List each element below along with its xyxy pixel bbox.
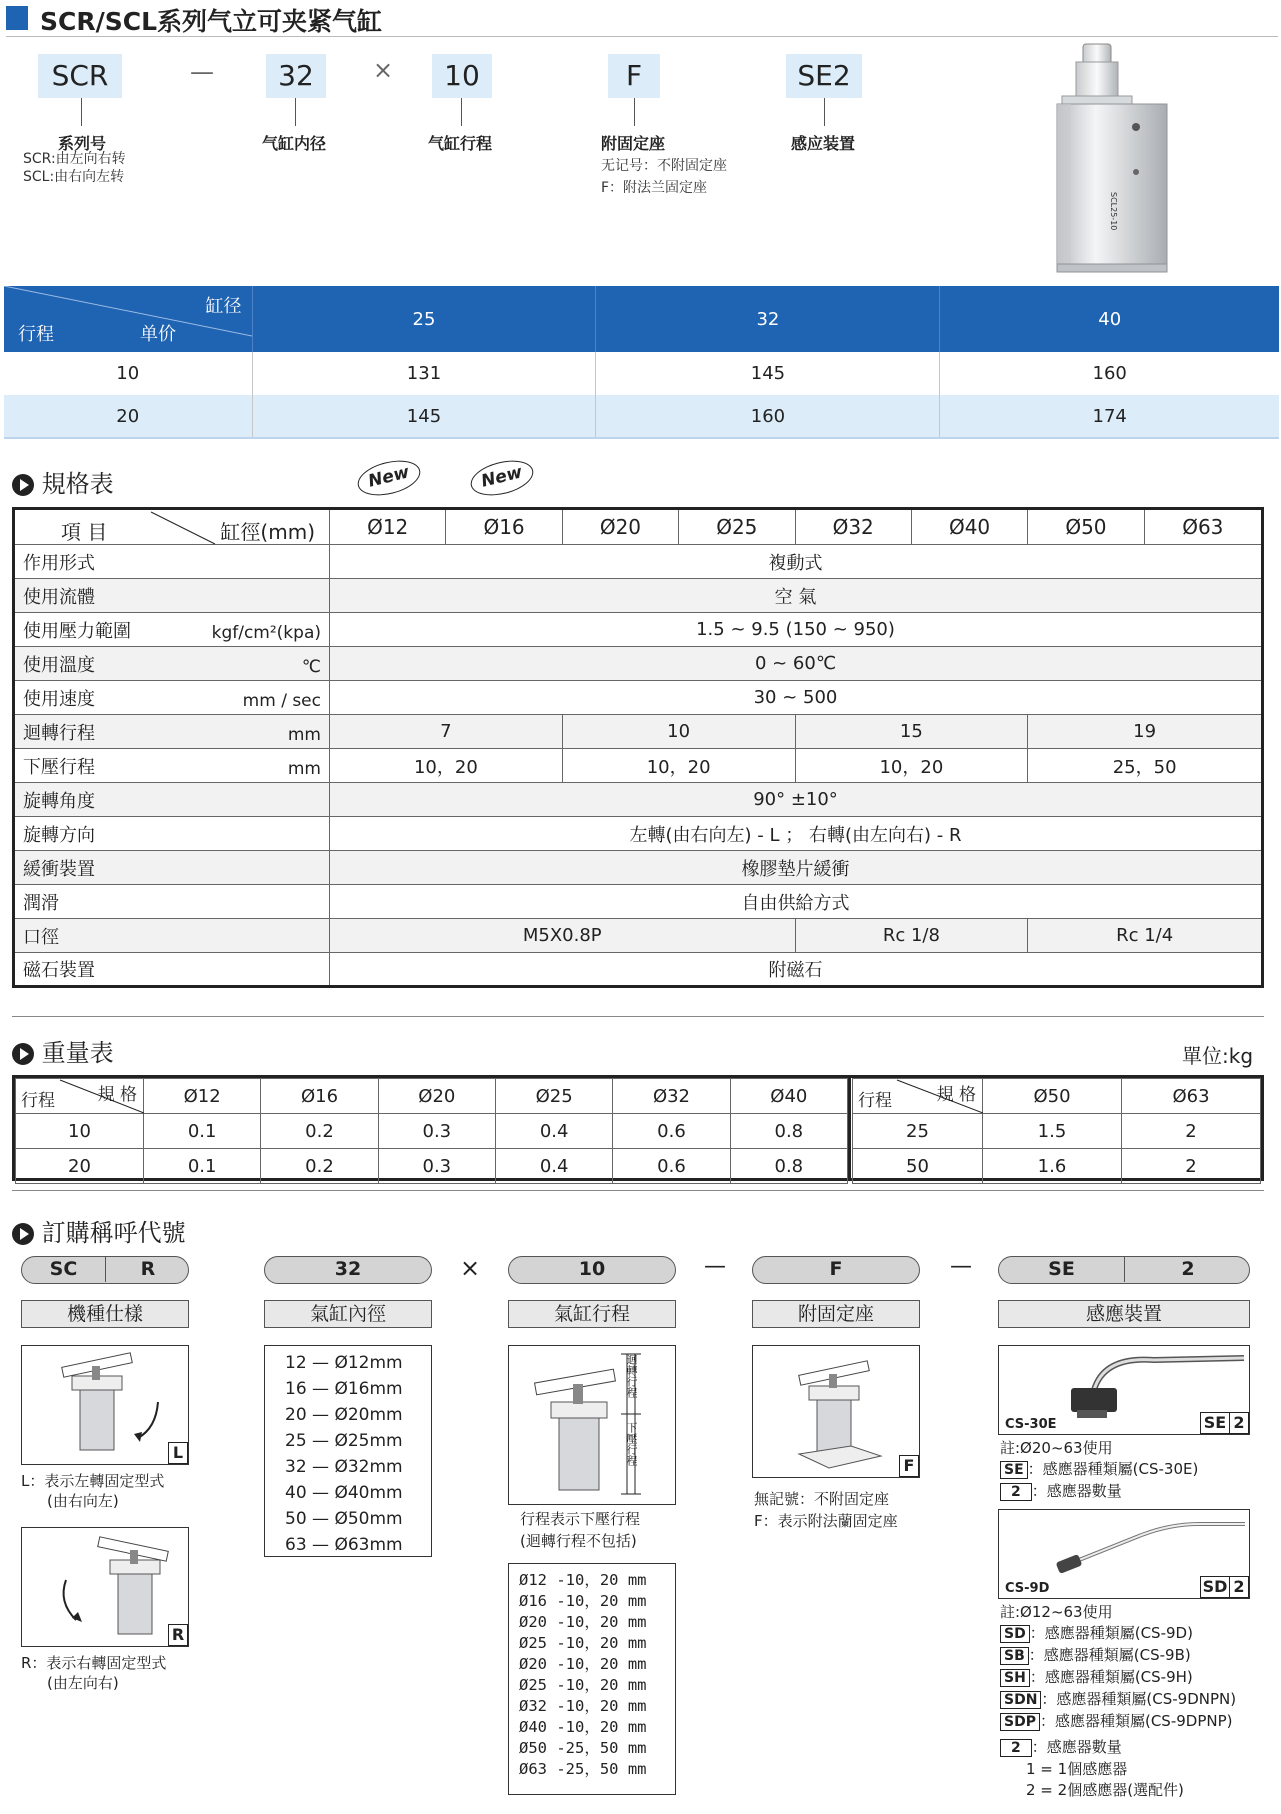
- image-sensor-9d: [998, 1509, 1250, 1599]
- table-row: 下壓行程 mm 10，20 10，20 10，20 25，50: [14, 749, 1263, 783]
- price-col: 25: [252, 286, 596, 352]
- title-marker: [6, 6, 28, 30]
- list-item: Ø25 -10，20 mm: [519, 1634, 647, 1652]
- series-notes: SCR:由左向右转 SCL:由右向左转: [23, 151, 126, 185]
- order-section-title: 訂購稱呼代號: [12, 1213, 186, 1248]
- page-title: SCR/SCL系列气立可夹紧气缸: [40, 7, 383, 36]
- label-bore: 气缸内径: [262, 134, 327, 153]
- code-times: ×: [373, 56, 394, 84]
- stroke-side1: 迴轉行程: [625, 1354, 638, 1398]
- table-row: 規 格 行程 Ø12 Ø16 Ø20 Ø25 Ø32 Ø40: [16, 1079, 848, 1114]
- code-bore: 32: [266, 54, 326, 98]
- cylinder-image: [1047, 42, 1174, 280]
- tag-sd-qty: 2: [1229, 1576, 1249, 1598]
- l-note: L：表示左轉固定型式 (由右向左): [21, 1472, 165, 1510]
- bore-list: [264, 1345, 432, 1557]
- sensor-9d-notes: 註:Ø12~63使用 SD ：感應器種類屬(CS-9D) SB ：感應器種類屬(CS-9B) SH ：感應器種類屬(CS-9H) SDN ：感應器種類屬(CS-9DNPN) SDP ：感應器種類屬(CS-9DPNP) 2 ：感應器數量 1 = 1個感應器 2 = 2個感應器(選配件): [1000, 1603, 1237, 1799]
- new-badge: New: [354, 455, 424, 502]
- pill-mount: F: [752, 1256, 920, 1284]
- price-table: [4, 286, 1279, 438]
- label-mount: 附固定座: [601, 134, 666, 153]
- order-dash: —: [704, 1254, 726, 1279]
- weight-separator: [848, 1078, 851, 1181]
- table-row: 作用形式 複動式: [14, 545, 1263, 579]
- table-row: 口徑 M5X0.8P Rc 1/8 Rc 1/4: [14, 919, 1263, 953]
- label-model: 機種仕樣: [21, 1300, 189, 1328]
- image-left-turn: [21, 1345, 189, 1465]
- pill-model: SC R: [21, 1256, 189, 1284]
- list-item: 63 — Ø63mm: [285, 1535, 403, 1555]
- order-dash: —: [950, 1254, 972, 1279]
- code-connector: [295, 98, 296, 126]
- mount-note: 無記號：不附固定座 F：表示附法蘭固定座: [754, 1490, 898, 1530]
- list-item: Ø25 -10，20 mm: [519, 1676, 647, 1694]
- spec-table: 項 目 缸徑(mm) Ø12 Ø16 Ø20 Ø25 Ø32 Ø40 Ø50 Ø63 作用形式 複動式 使用流體 空 氣 使用壓力範圍 kgf/cm²(kpa) 1.5 ~ 9.5 (150 ~ 950) 使用溫度 ℃ 0 ~ 60℃ 使用速度 mm / sec 30 ~ 500 迴轉行程 mm 7 10 15 19 下壓行程 mm 10，20 10，20 10，20 25，50 旋轉角度 90° ±10° 旋轉方向 左轉(由右向左) - L ； 右轉(由左向右) - R 緩衝裝置 橡膠墊片緩衝 潤滑 自由供給方式 口徑 M5X0.8P Rc 1/8 Rc 1/4 磁石裝置 附磁石: [12, 507, 1264, 988]
- list-item: 16 — Ø16mm: [285, 1379, 403, 1399]
- table-row: 緩衝裝置 橡膠墊片緩衝: [14, 851, 1263, 885]
- label-sensor: 感應裝置: [998, 1300, 1250, 1328]
- spec-corner: 項 目 缸徑(mm): [14, 509, 330, 545]
- tag-se: SE: [1200, 1412, 1230, 1434]
- table-row: 20 0.1 0.2 0.3 0.4 0.6 0.8: [16, 1149, 848, 1184]
- price-bottom-rule: [4, 437, 1279, 439]
- image-right-turn: [21, 1527, 189, 1647]
- list-item: Ø12 -10，20 mm: [519, 1571, 647, 1589]
- code-series: SCR: [38, 54, 122, 98]
- list-item: Ø63 -25，50 mm: [519, 1760, 647, 1778]
- table-row: 磁石裝置 附磁石: [14, 953, 1263, 987]
- list-item: 40 — Ø40mm: [285, 1483, 403, 1503]
- code-connector: [81, 98, 82, 126]
- title-divider: [6, 36, 1278, 37]
- pill-stroke: 10: [508, 1256, 676, 1284]
- image-mount: [752, 1345, 920, 1478]
- list-item: Ø20 -10，20 mm: [519, 1655, 647, 1673]
- code-connector: [824, 98, 825, 126]
- table-row: 10 131 145 160: [4, 352, 1279, 395]
- section-divider: [12, 1016, 1264, 1017]
- label-mount: 附固定座: [752, 1300, 920, 1328]
- list-item: 50 — Ø50mm: [285, 1509, 403, 1529]
- cylinder-label: SCL25-10: [1109, 192, 1118, 231]
- play-icon: [12, 474, 34, 496]
- stroke-note: 行程表示下壓行程 (迴轉行程不包括): [520, 1510, 641, 1550]
- mount-notes: 无记号：不附固定座 F：附法兰固定座: [601, 158, 727, 196]
- price-col: 40: [940, 286, 1279, 352]
- table-row: 旋轉角度 90° ±10°: [14, 783, 1263, 817]
- code-dash: —: [190, 58, 214, 86]
- sensor-30e-notes: 註:Ø20~63使用 SE ：感應器種類屬(CS-30E) 2 ：感應器數量: [1000, 1439, 1199, 1500]
- table-row: 使用流體 空 氣: [14, 579, 1263, 613]
- price-corner: 缸径 行程 单价: [4, 286, 252, 352]
- list-item: 32 — Ø32mm: [285, 1457, 403, 1477]
- image-sensor-30e: [998, 1345, 1250, 1435]
- label-sensor: 感应装置: [791, 134, 856, 153]
- label-stroke: 氣缸行程: [508, 1300, 676, 1328]
- pill-bore: 32: [264, 1256, 432, 1284]
- tag-f: F: [899, 1455, 919, 1477]
- sensor-model-9d: CS-9D: [1005, 1581, 1050, 1596]
- weight-unit: 單位:kg: [1182, 1044, 1254, 1068]
- table-row: 20 145 160 174: [4, 395, 1279, 438]
- table-row: 10 0.1 0.2 0.3 0.4 0.6 0.8: [16, 1114, 848, 1149]
- order-times: ×: [460, 1254, 481, 1282]
- code-connector: [461, 98, 462, 126]
- pill-sensor: SE 2: [998, 1256, 1250, 1284]
- weight-table-left: [15, 1078, 848, 1184]
- list-item: Ø32 -10，20 mm: [519, 1697, 647, 1715]
- table-row: 50 1.6 2: [853, 1149, 1261, 1184]
- table-row: 規 格 行程 Ø50 Ø63: [853, 1079, 1261, 1114]
- list-item: Ø40 -10，20 mm: [519, 1718, 647, 1736]
- label-series: 系列号: [58, 134, 107, 153]
- weight-corner: 規 格 行程: [853, 1079, 983, 1114]
- table-row: 迴轉行程 mm 7 10 15 19: [14, 715, 1263, 749]
- list-item: 12 — Ø12mm: [285, 1353, 403, 1373]
- list-item: Ø50 -25，50 mm: [519, 1739, 647, 1757]
- table-row: 使用壓力範圍 kgf/cm²(kpa) 1.5 ~ 9.5 (150 ~ 950): [14, 613, 1263, 647]
- table-row: 25 1.5 2: [853, 1114, 1261, 1149]
- list-item: Ø16 -10，20 mm: [519, 1592, 647, 1610]
- tag-l: L: [168, 1442, 188, 1464]
- spec-section-title: 規格表: [12, 464, 114, 499]
- new-badge: New: [467, 455, 537, 502]
- weight-section-title: 重量表: [12, 1033, 114, 1068]
- stroke-side2: 下壓行程: [625, 1422, 638, 1466]
- code-connector: [634, 98, 635, 126]
- code-stroke: 10: [432, 54, 492, 98]
- list-item: 25 — Ø25mm: [285, 1431, 403, 1451]
- label-bore: 氣缸內徑: [264, 1300, 432, 1328]
- code-sensor: SE2: [786, 54, 862, 98]
- play-icon: [12, 1223, 34, 1245]
- tag-r: R: [168, 1624, 188, 1646]
- list-item: Ø20 -10，20 mm: [519, 1613, 647, 1631]
- section-divider: [12, 1190, 1264, 1191]
- list-item: 20 — Ø20mm: [285, 1405, 403, 1425]
- weight-corner: 規 格 行程: [16, 1079, 144, 1114]
- r-note: R：表示右轉固定型式 (由左向右): [21, 1654, 167, 1692]
- price-col: 32: [596, 286, 940, 352]
- code-mount: F: [608, 54, 660, 98]
- tag-se-qty: 2: [1229, 1412, 1249, 1434]
- table-row: 使用速度 mm / sec 30 ~ 500: [14, 681, 1263, 715]
- table-row: 潤滑 自由供給方式: [14, 885, 1263, 919]
- table-row: 使用溫度 ℃ 0 ~ 60℃: [14, 647, 1263, 681]
- label-stroke: 气缸行程: [428, 134, 493, 153]
- table-row: 旋轉方向 左轉(由右向左) - L ； 右轉(由左向右) - R: [14, 817, 1263, 851]
- weight-table-right: [852, 1078, 1261, 1184]
- stroke-list: [508, 1563, 676, 1795]
- image-stroke: [508, 1345, 676, 1505]
- sensor-model-30e: CS-30E: [1005, 1417, 1057, 1432]
- play-icon: [12, 1043, 34, 1065]
- tag-sd: SD: [1200, 1576, 1230, 1598]
